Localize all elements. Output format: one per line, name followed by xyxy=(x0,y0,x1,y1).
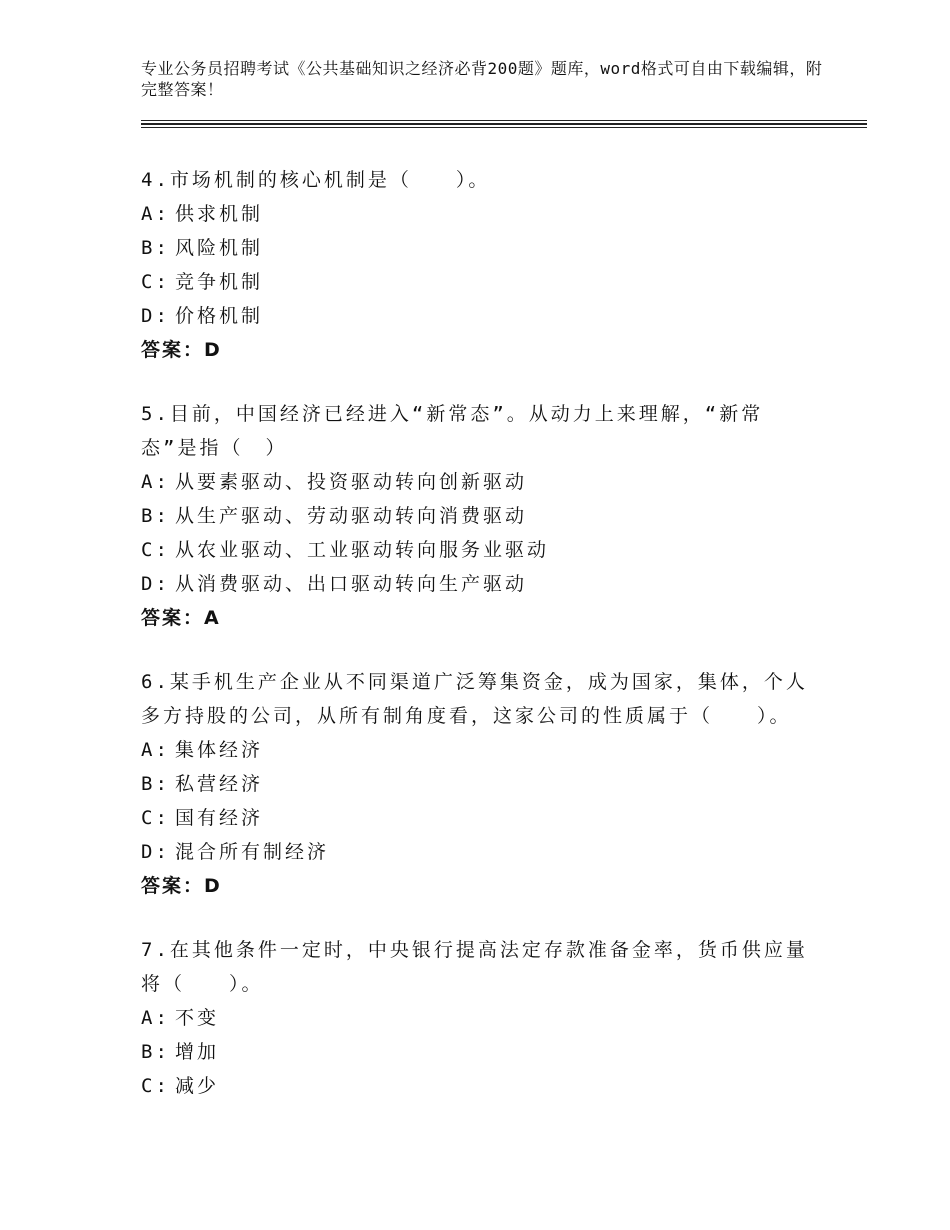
option-b xyxy=(141,231,821,265)
question-stem: 6.某手机生产企业从不同渠道广泛筹集资金，成为国家，集体，个人多方持股的公司，从所有制角度看，这家公司的性质属于（ ）。 xyxy=(141,671,808,727)
option-text: 风险机制 xyxy=(175,237,264,259)
option-text: 竞争机制 xyxy=(175,271,264,293)
answer: 答案：A xyxy=(141,607,221,629)
option-text: 集体经济 xyxy=(175,739,264,761)
option-text: 从生产驱动、劳动驱动转向消费驱动 xyxy=(175,505,528,527)
document-header: 专业公务员招聘考试《公共基础知识之经济必背200题》题库，word格式可自由下载编辑，附完整答案！ xyxy=(141,59,823,99)
header-rule-middle xyxy=(141,123,867,125)
question-5 xyxy=(141,397,821,635)
option-text: 增加 xyxy=(175,1041,220,1063)
question-7 xyxy=(141,933,821,1103)
option-letter: B: xyxy=(141,773,170,795)
option-b xyxy=(141,1035,821,1069)
option-d xyxy=(141,835,821,869)
option-text: 私营经济 xyxy=(175,773,264,795)
option-a xyxy=(141,465,821,499)
question-stem: 4.市场机制的核心机制是（ ）。 xyxy=(141,169,491,191)
option-letter: D: xyxy=(141,305,170,327)
option-text: 价格机制 xyxy=(175,305,264,327)
option-text: 从要素驱动、投资驱动转向创新驱动 xyxy=(175,471,528,493)
option-letter: B: xyxy=(141,1041,170,1063)
header-rule-top xyxy=(141,120,867,121)
option-c xyxy=(141,801,821,835)
option-c xyxy=(141,265,821,299)
header-rule-bottom xyxy=(141,127,867,128)
option-letter: C: xyxy=(141,807,170,829)
option-a xyxy=(141,197,821,231)
option-letter: C: xyxy=(141,539,170,561)
option-c xyxy=(141,533,821,567)
question-stem: 7.在其他条件一定时，中央银行提高法定存款准备金率，货币供应量将（ ）。 xyxy=(141,939,808,995)
option-text: 混合所有制经济 xyxy=(175,841,330,863)
option-text: 减少 xyxy=(175,1075,220,1097)
question-6 xyxy=(141,665,821,903)
option-letter: A: xyxy=(141,1007,170,1029)
option-letter: A: xyxy=(141,203,170,225)
option-text: 从农业驱动、工业驱动转向服务业驱动 xyxy=(175,539,550,561)
question-4 xyxy=(141,163,821,367)
option-letter: D: xyxy=(141,573,170,595)
answer: 答案：D xyxy=(141,875,222,897)
option-b xyxy=(141,499,821,533)
option-d xyxy=(141,567,821,601)
option-letter: C: xyxy=(141,271,170,293)
option-letter: C: xyxy=(141,1075,170,1097)
option-text: 从消费驱动、出口驱动转向生产驱动 xyxy=(175,573,528,595)
option-text: 国有经济 xyxy=(175,807,264,829)
option-letter: A: xyxy=(141,471,170,493)
option-d xyxy=(141,299,821,333)
answer: 答案：D xyxy=(141,339,222,361)
option-letter: A: xyxy=(141,739,170,761)
option-letter: D: xyxy=(141,841,170,863)
question-list xyxy=(141,163,821,1133)
option-letter: B: xyxy=(141,505,170,527)
option-text: 不变 xyxy=(175,1007,220,1029)
option-a xyxy=(141,733,821,767)
option-text: 供求机制 xyxy=(175,203,264,225)
option-a xyxy=(141,1001,821,1035)
question-stem: 5.目前，中国经济已经进入“新常态”。从动力上来理解，“新常态”是指（ ） xyxy=(141,403,764,459)
option-letter: B: xyxy=(141,237,170,259)
option-b xyxy=(141,767,821,801)
option-c xyxy=(141,1069,821,1103)
